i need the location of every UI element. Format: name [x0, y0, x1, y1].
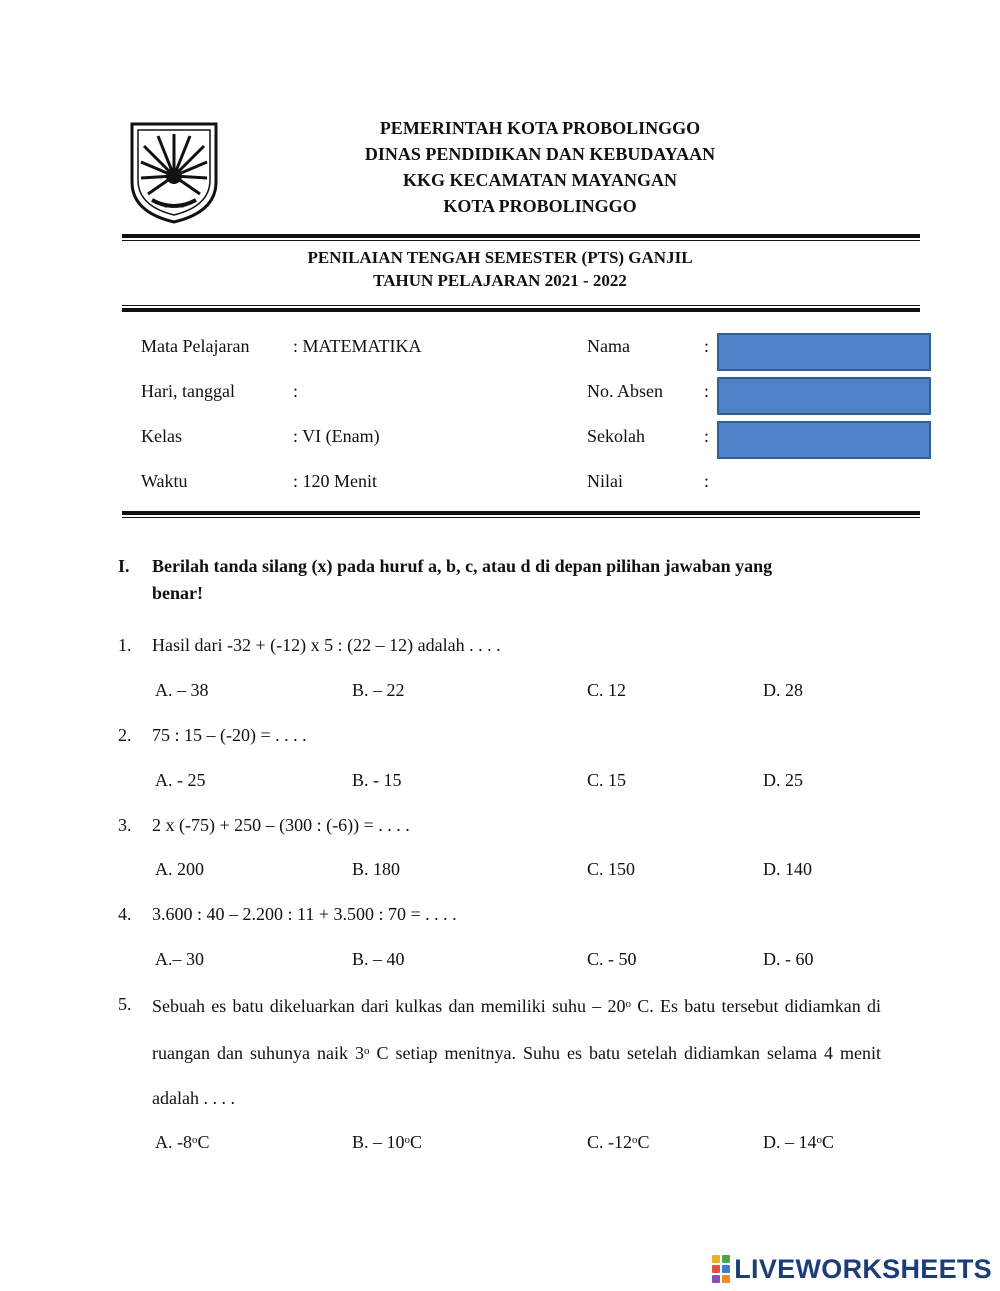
question-text: 3.600 : 40 – 2.200 : 11 + 3.500 : 70 = . . . . [152, 904, 457, 924]
exam-title: PENILAIAN TENGAH SEMESTER (PTS) GANJIL [307, 248, 693, 267]
name-input[interactable] [717, 333, 931, 371]
info-colon-name: : [704, 336, 710, 356]
option-b[interactable]: B. 180 [352, 859, 401, 879]
section-number: I. [118, 556, 130, 576]
option-b[interactable]: B. – 40 [352, 949, 405, 969]
question-number: 5. [118, 994, 132, 1014]
option-c[interactable]: C. -12$^o$C [587, 1132, 650, 1152]
title-divider [122, 305, 920, 312]
question-text: Hasil dari -32 + (-12) x 5 : (22 – 12) adalah . . . . [152, 635, 501, 655]
school-input[interactable] [717, 421, 931, 459]
option-a[interactable]: A. - 25 [155, 770, 206, 790]
header-line-1: PEMERINTAH KOTA PROBOLINGGO [379, 118, 701, 138]
logo-block [722, 1265, 730, 1273]
info-value-subject: : MATEMATIKA [293, 336, 422, 356]
info-label-class: Kelas [141, 426, 182, 446]
liveworksheets-brand [712, 1254, 992, 1284]
header-line-3: KKG KECAMATAN MAYANGAN [402, 170, 677, 190]
logo-block [712, 1275, 720, 1283]
logo-block [712, 1255, 720, 1263]
info-colon-score: : [704, 471, 710, 491]
info-label-absen: No. Absen [587, 381, 663, 401]
info-label-subject: Mata Pelajaran [141, 336, 250, 356]
question-text: Sebuah es batu dikeluarkan dari kulkas dan memiliki suhu – 20$^o$ C. Es batu tersebut didiamkan di ruangan dan suhunya naik 3$^o$ C setiap menitnya. Suhu es batu setelah didiamkan selama 4 menit adalah . . . . [152, 996, 882, 1108]
liveworksheets-logo-icon [712, 1255, 730, 1283]
option-a[interactable]: A. 200 [155, 859, 204, 879]
info-value-class: : VI (Enam) [293, 426, 380, 446]
exam-year: TAHUN PELAJARAN 2021 - 2022 [373, 271, 627, 290]
question-number: 3. [118, 815, 132, 835]
info-value-time: : 120 Menit [293, 471, 377, 491]
info-label-time: Waktu [141, 471, 188, 491]
option-d[interactable]: D. 140 [763, 859, 812, 879]
option-b[interactable]: B. – 22 [352, 680, 405, 700]
question-number: 4. [118, 904, 132, 924]
info-label-score: Nilai [587, 471, 623, 491]
info-divider [122, 511, 920, 518]
option-a[interactable]: A. – 38 [155, 680, 209, 700]
question-text: 75 : 15 – (-20) = . . . . [152, 725, 307, 745]
option-c[interactable]: C. 150 [587, 859, 636, 879]
info-colon-school: : [704, 426, 710, 446]
question-number: 2. [118, 725, 132, 745]
logo-block [722, 1255, 730, 1263]
info-value-date: : [293, 381, 299, 401]
info-label-school: Sekolah [587, 426, 645, 446]
logo-block [712, 1265, 720, 1273]
option-b[interactable]: B. – 10$^o$C [352, 1132, 423, 1152]
option-b[interactable]: B. - 15 [352, 770, 402, 790]
option-a[interactable]: A.– 30 [155, 949, 204, 969]
svg-text:∘ ∘ ∘ ∘: ∘ ∘ ∘ ∘ [163, 204, 185, 211]
option-c[interactable]: C. - 50 [587, 949, 637, 969]
logo-block [722, 1275, 730, 1283]
option-d[interactable]: D. – 14$^o$C [763, 1132, 835, 1152]
info-colon-absen: : [704, 381, 710, 401]
absen-number-input[interactable] [717, 377, 931, 415]
header-line-2: DINAS PENDIDIKAN DAN KEBUDAYAAN [364, 144, 716, 164]
question-text: 2 x (-75) + 250 – (300 : (-6)) = . . . . [152, 815, 410, 835]
section-instruction: Berilah tanda silang (x) pada huruf a, b, c, atau d di depan pilihan jawaban yang benar! [152, 556, 773, 603]
option-d[interactable]: D. 25 [763, 770, 803, 790]
option-d[interactable]: D. - 60 [763, 949, 814, 969]
brand-name: LIVEWORKSHEETS [734, 1253, 992, 1284]
option-a[interactable]: A. -8$^o$C [155, 1132, 210, 1152]
header-divider [122, 234, 920, 241]
option-d[interactable]: D. 28 [763, 680, 803, 700]
option-c[interactable]: C. 15 [587, 770, 627, 790]
info-label-name: Nama [587, 336, 630, 356]
info-label-date: Hari, tanggal [141, 381, 235, 401]
question-number: 1. [118, 635, 132, 655]
header-line-4: KOTA PROBOLINGGO [443, 196, 637, 216]
option-c[interactable]: C. 12 [587, 680, 627, 700]
